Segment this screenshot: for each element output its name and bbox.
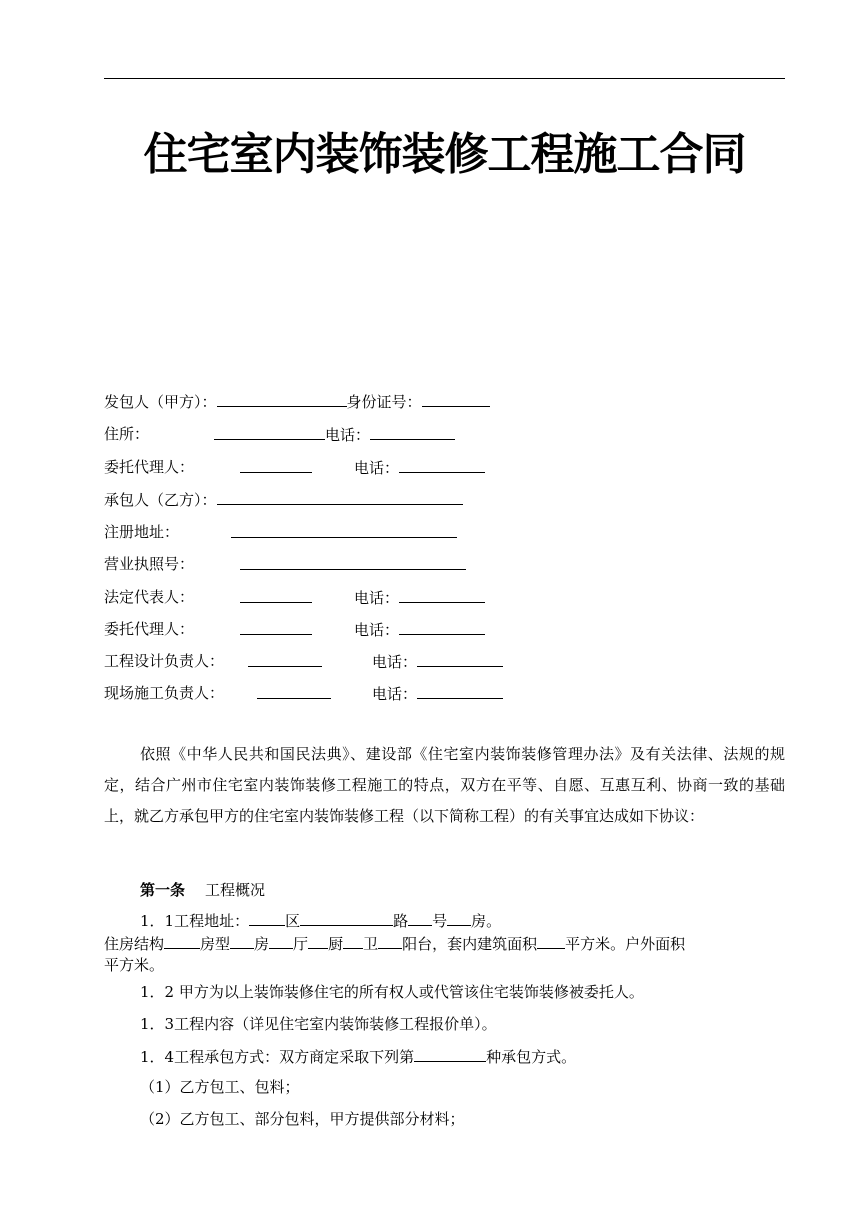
item-text: 路 bbox=[393, 912, 409, 930]
party-line-legal-rep-phone bbox=[354, 587, 485, 608]
blank-field bbox=[378, 933, 402, 949]
article-number: 第一条 bbox=[140, 881, 186, 899]
item-1-3: 1．3工程内容（详见住宅室内装饰装修工程报价单）。 bbox=[140, 1015, 497, 1033]
party-line-agent-2 bbox=[104, 619, 194, 639]
party-line-legal-rep bbox=[104, 587, 194, 607]
party-label: 住所： bbox=[104, 425, 150, 443]
party-line-license-field bbox=[240, 554, 466, 575]
party-line-agent-phone bbox=[354, 457, 485, 478]
party-line-agent bbox=[104, 457, 194, 477]
header-rule bbox=[104, 78, 785, 79]
party-label-2: 电话： bbox=[354, 589, 400, 607]
item-1-1 bbox=[140, 910, 501, 931]
party-label: 注册地址： bbox=[104, 523, 180, 541]
structure-line bbox=[104, 933, 685, 954]
blank-field bbox=[269, 933, 293, 949]
blank-field bbox=[240, 554, 466, 570]
blank-field bbox=[249, 910, 285, 926]
item-text: 阳台，套内建筑面积 bbox=[402, 935, 538, 953]
party-label: 发包人（甲方）： bbox=[104, 393, 217, 411]
party-line-contractor bbox=[104, 489, 463, 510]
blank-field bbox=[447, 910, 471, 926]
item-1-4 bbox=[140, 1046, 576, 1067]
party-label-2: 电话： bbox=[372, 685, 418, 703]
blank-field bbox=[230, 933, 254, 949]
party-label-2: 电话： bbox=[325, 426, 371, 444]
party-line-designer bbox=[104, 651, 224, 671]
item-text: 厅 bbox=[293, 935, 309, 953]
party-line-designer-phone bbox=[372, 651, 503, 672]
blank-field bbox=[257, 683, 331, 699]
option-1: （1）乙方包工、包料； bbox=[140, 1078, 300, 1096]
party-label: 工程设计负责人： bbox=[104, 652, 225, 670]
blank-field bbox=[537, 933, 565, 949]
blank-field bbox=[408, 910, 432, 926]
blank-field bbox=[414, 1046, 486, 1062]
party-label: 营业执照号： bbox=[104, 555, 195, 573]
item-text: 厨 bbox=[328, 935, 344, 953]
item-text: 房。 bbox=[471, 912, 502, 930]
party-line-agent-2-phone bbox=[354, 619, 485, 640]
item-1-2: 1．2 甲方为以上装饰装修住宅的所有权人或代管该住宅装饰装修被委托人。 bbox=[140, 983, 644, 1001]
party-line-site-manager-phone bbox=[372, 683, 503, 704]
party-label: 委托代理人： bbox=[104, 458, 195, 476]
item-text: 住房结构 bbox=[104, 935, 165, 953]
party-label: 委托代理人： bbox=[104, 620, 195, 638]
item-text: 卫 bbox=[363, 935, 379, 953]
party-label: 法定代表人： bbox=[104, 588, 195, 606]
blank-field bbox=[231, 522, 457, 538]
party-line-address bbox=[104, 424, 149, 444]
party-label: 现场施工负责人： bbox=[104, 684, 225, 702]
item-text: 房 bbox=[254, 935, 270, 953]
article-heading bbox=[140, 880, 265, 900]
blank-field bbox=[214, 424, 325, 440]
blank-field bbox=[164, 933, 200, 949]
blank-field bbox=[422, 391, 490, 407]
party-line-designer-field bbox=[248, 651, 322, 672]
item-text: 区 bbox=[285, 912, 301, 930]
blank-field bbox=[217, 489, 463, 505]
item-text: 1．4工程承包方式：双方商定采取下列第 bbox=[140, 1048, 415, 1066]
blank-field bbox=[370, 424, 455, 440]
blank-field bbox=[399, 457, 485, 473]
blank-field bbox=[417, 683, 503, 699]
preamble-paragraph: 依照《中华人民共和国民法典》、建设部《住宅室内装饰装修管理办法》及有关法律、法规的规定，结合广州市住宅室内装饰装修工程施工的特点，双方在平等、自愿、互惠互利、协商一致的基础上，就乙方承包甲方的住宅室内装饰装修工程（以下简称工程）的有关事宜达成如下协议： bbox=[104, 745, 785, 825]
party-label-2: 电话： bbox=[354, 459, 400, 477]
item-text: 种承包方式。 bbox=[486, 1048, 577, 1066]
party-label: 承包人（乙方）： bbox=[104, 491, 217, 509]
item-text: 1．1工程地址： bbox=[140, 912, 250, 930]
item-text: 平方米。户外面积 bbox=[565, 935, 686, 953]
party-label-2: 电话： bbox=[372, 653, 418, 671]
blank-field bbox=[399, 619, 485, 635]
blank-field bbox=[240, 457, 312, 473]
party-line-address-fields bbox=[214, 424, 455, 445]
blank-field bbox=[217, 391, 347, 407]
item-text: 房型 bbox=[200, 935, 231, 953]
party-line-site-manager-field bbox=[257, 683, 331, 704]
blank-field bbox=[248, 651, 322, 667]
party-line-reg-address-field bbox=[231, 522, 457, 543]
option-2: （2）乙方包工、部分包料，甲方提供部分材料； bbox=[140, 1110, 465, 1128]
blank-field bbox=[240, 619, 312, 635]
blank-field bbox=[343, 933, 363, 949]
blank-field bbox=[308, 933, 328, 949]
party-line-site-manager bbox=[104, 683, 224, 703]
blank-field bbox=[240, 587, 312, 603]
item-text: 号 bbox=[432, 912, 448, 930]
party-line-reg-address bbox=[104, 522, 179, 542]
party-line-employer bbox=[104, 391, 490, 412]
party-line-agent-2-field bbox=[240, 619, 312, 640]
article-title: 工程概况 bbox=[205, 881, 266, 899]
structure-line-cont: 平方米。 bbox=[104, 956, 165, 974]
blank-field bbox=[417, 651, 503, 667]
party-line-license bbox=[104, 554, 194, 574]
party-label-2: 电话： bbox=[354, 621, 400, 639]
party-label-2: 身份证号： bbox=[346, 393, 422, 411]
party-line-legal-rep-field bbox=[240, 587, 312, 608]
contract-title: 住宅室内装饰装修工程施工合同 bbox=[143, 129, 746, 180]
blank-field bbox=[399, 587, 485, 603]
blank-field bbox=[300, 910, 393, 926]
party-line-agent-fields bbox=[240, 457, 312, 478]
